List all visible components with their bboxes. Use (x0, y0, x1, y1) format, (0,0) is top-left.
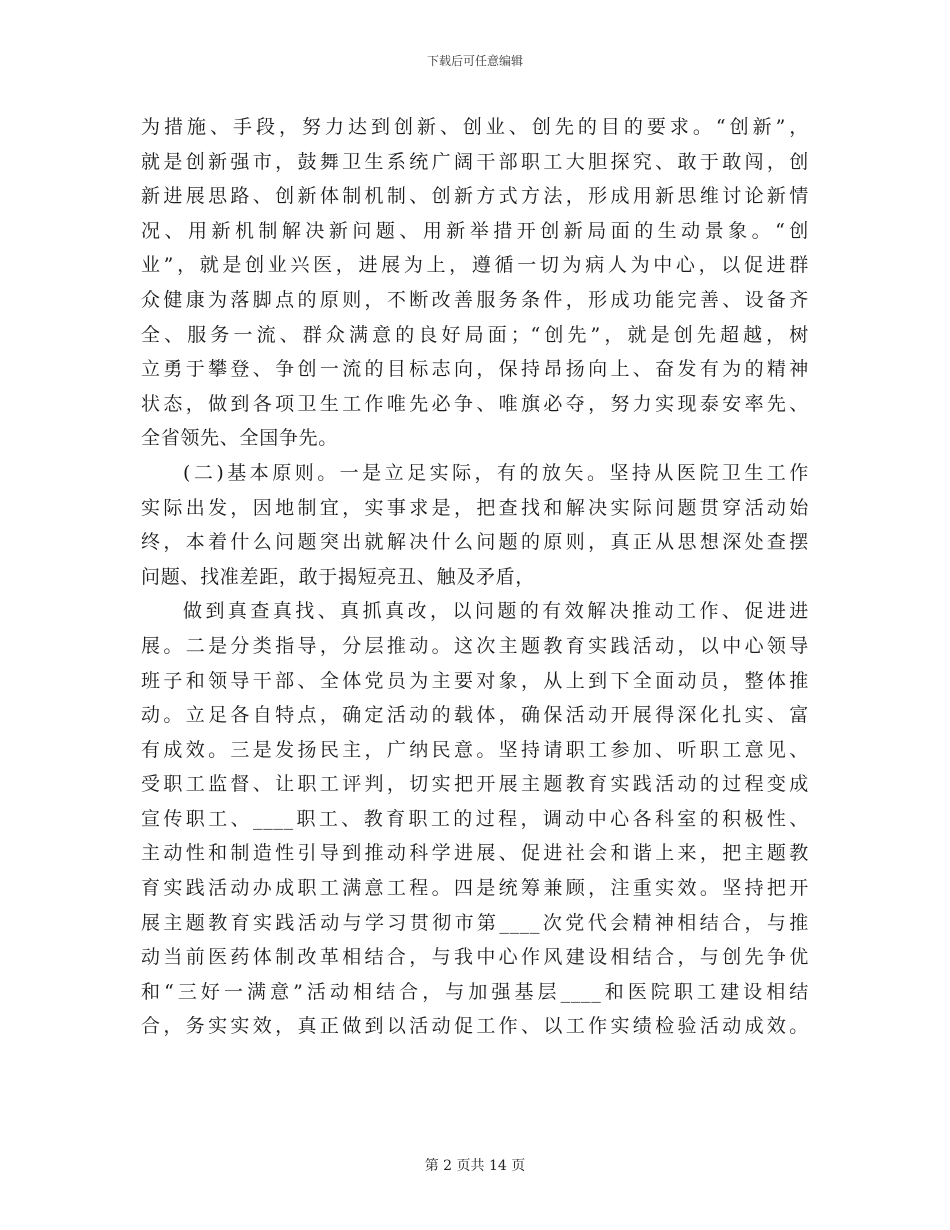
body-line: 动。立足各自特点，确定活动的载体，确保活动开展得深化扎实、富 (141, 704, 809, 727)
body-line: 宣传职工、____职工、教育职工的过程，调动中心各科室的积极性、 (141, 807, 809, 830)
body-line: 全、服务一流、群众满意的良好局面；“创先”，就是创先超越，树 (141, 323, 809, 346)
body-line: 育实践活动办成职工满意工程。四是统筹兼顾，注重实效。坚持把开 (141, 877, 809, 900)
body-line: 班子和领导干部、全体党员为主要对象，从上到下全面动员，整体推 (141, 669, 809, 692)
document-body (141, 110, 809, 1044)
body-line: 受职工监督、让职工评判，切实把开展主题教育实践活动的过程变成 (141, 773, 809, 796)
body-line-paragraph-start: 做到真查真找、真抓真改，以问题的有效解决推动工作、促进进 (183, 600, 809, 623)
body-line: 众健康为落脚点的原则，不断改善服务条件，形成功能完善、设备齐 (141, 288, 809, 311)
body-line: 终，本着什么问题突出就解决什么问题的原则，真正从思想深处查摆 (141, 531, 809, 554)
body-line: 有成效。三是发扬民主，广纳民意。坚持请职工参加、听职工意见、 (141, 738, 809, 761)
page-number: 第 2 页共 14 页 (424, 1158, 526, 1174)
body-line: 展。二是分类指导，分层推动。这次主题教育实践活动，以中心领导 (141, 634, 809, 657)
body-line: 况、用新机制解决新问题、用新举措开创新局面的生动景象。“创 (141, 219, 809, 242)
body-line: 和“三好一满意”活动相结合，与加强基层____和医院职工建设相结 (141, 980, 809, 1003)
body-line: 就是创新强市，鼓舞卫生系统广阔干部职工大胆探究、敢于敢闯，创 (141, 150, 809, 173)
page-header: 下载后可任意编辑 (426, 54, 523, 68)
body-line: 展主题教育实践活动与学习贯彻市第____次党代会精神相结合，与推 (141, 911, 809, 934)
body-line: 新进展思路、创新体制机制、创新方式方法，形成用新思维讨论新情 (141, 185, 809, 208)
body-line: 实际出发，因地制宜，实事求是，把查找和解决实际问题贯穿活动始 (141, 496, 809, 519)
body-line: 动当前医药体制改革相结合，与我中心作风建设相结合，与创先争优 (141, 946, 809, 969)
body-line: 状态，做到各项卫生工作唯先必争、唯旗必夺，努力实现泰安率先、 (141, 392, 809, 415)
body-line-paragraph-start: (二)基本原则。一是立足实际，有的放矢。坚持从医院卫生工作 (183, 461, 809, 484)
body-line: 业”，就是创业兴医，进展为上，遵循一切为病人为中心，以促进群 (141, 254, 809, 277)
body-line: 全省领先、全国争先。 (141, 427, 339, 450)
body-line: 合，务实实效，真正做到以活动促工作、以工作实绩检验活动成效。 (141, 1015, 809, 1038)
body-line: 主动性和制造性引导到推动科学进展、促进社会和谐上来，把主题教 (141, 842, 809, 865)
body-line: 立勇于攀登、争创一流的目标志向，保持昂扬向上、奋发有为的精神 (141, 358, 809, 381)
body-line: 为措施、手段，努力达到创新、创业、创先的目的要求。“创新”， (141, 116, 809, 138)
body-line: 问题、找准差距，敢于揭短亮丑、触及矛盾， (141, 565, 536, 588)
